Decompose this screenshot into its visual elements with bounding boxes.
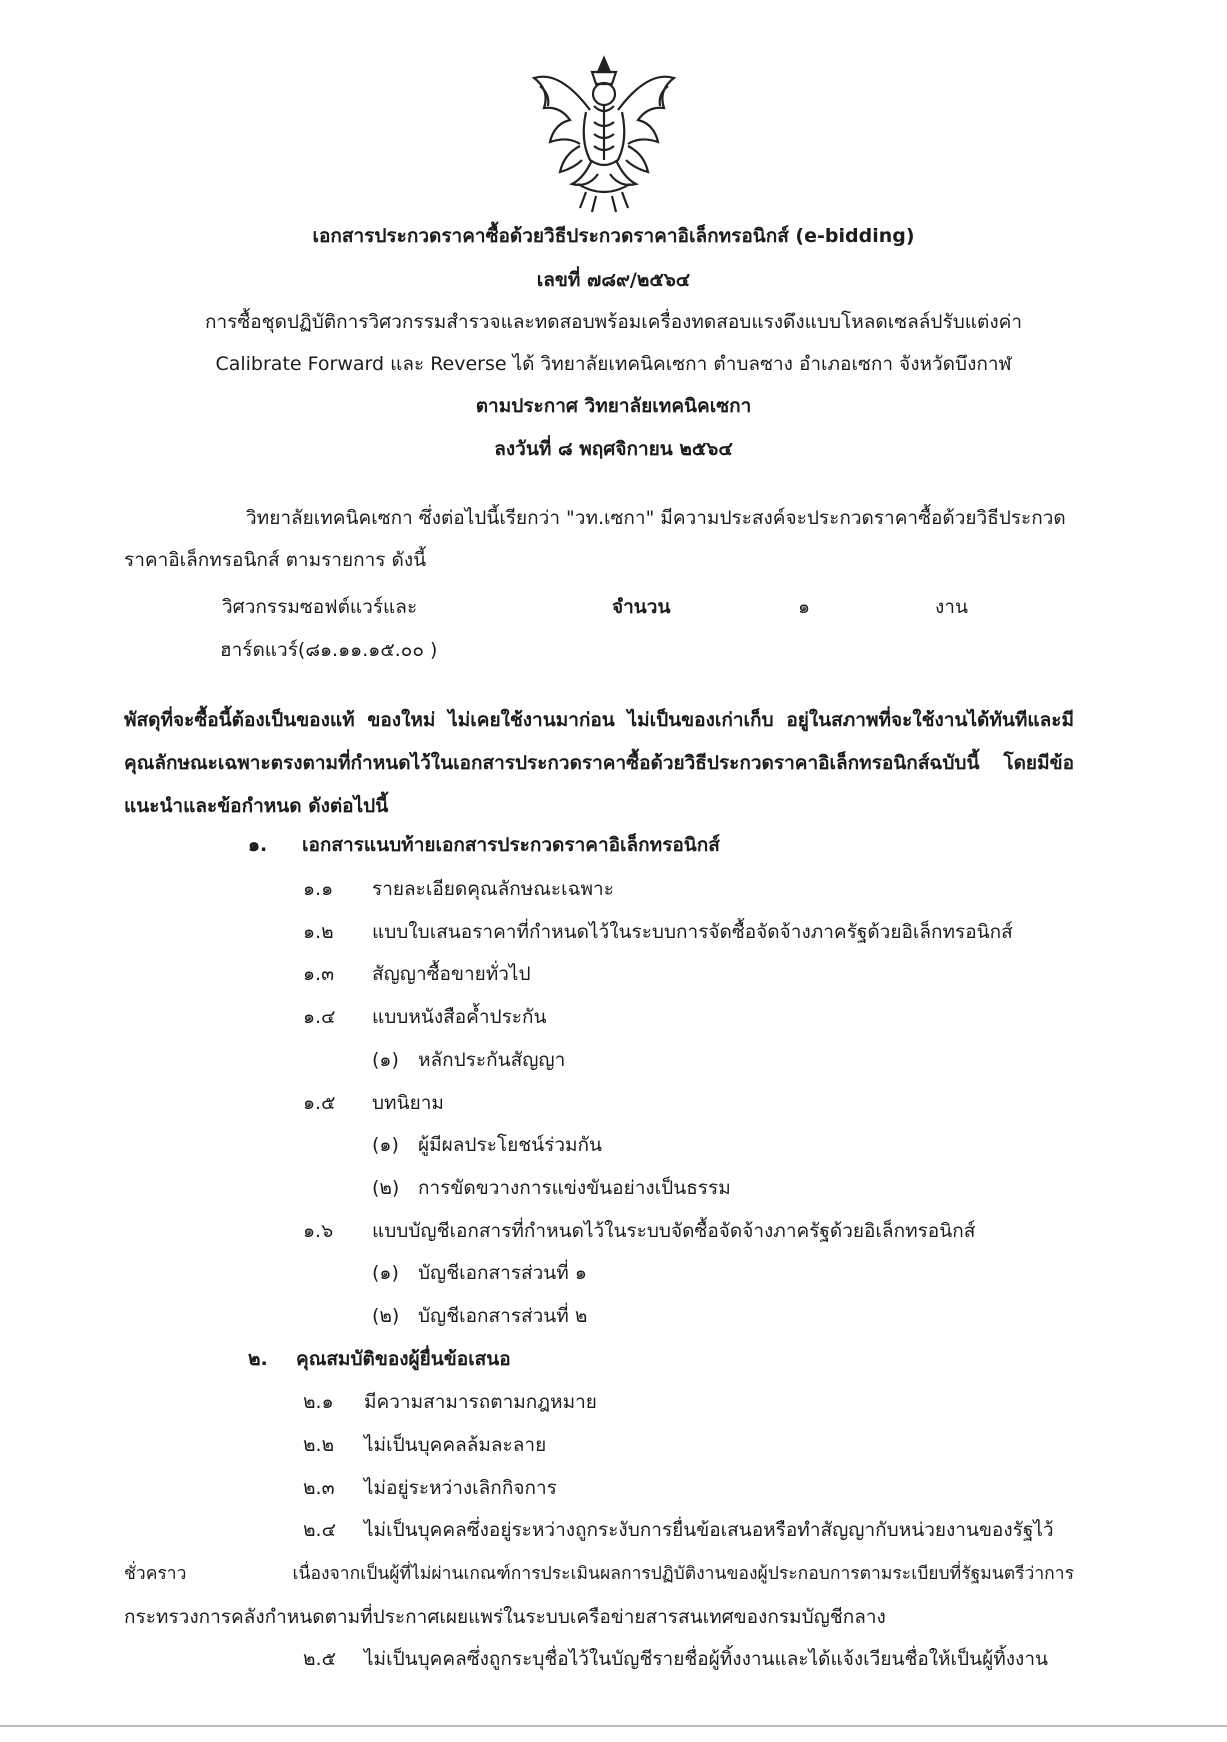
- item-2-5-number: ๒.๕: [303, 1648, 336, 1670]
- item-1-1-text: รายละเอียดคุณลักษณะเฉพาะ: [372, 878, 614, 900]
- subject-line-1: การซื้อชุดปฏิบัติการวิศวกรรมสำรวจและทดสอบพร้อมเครื่องทดสอบแรงดึงแบบโหลดเซลล์ปรับแต่งค่า: [204, 311, 1022, 333]
- item-2-4-continuation-1: ชั่วคราว เนื่องจากเป็นผู้ที่ไม่ผ่านเกณฑ์การประเมินผลการปฏิบัติงานของผู้ประกอบการตามระเบียบที่รัฐมนตรีว่าการ: [124, 1564, 1074, 1584]
- item-1-2-number: ๑.๒: [303, 921, 334, 943]
- requirements-line-3: แนะนำและข้อกำหนด ดังต่อไปนี้: [124, 795, 389, 817]
- item-quantity-label: จำนวน: [612, 596, 671, 618]
- sub-item-1-4-1-text: หลักประกันสัญญา: [418, 1049, 566, 1071]
- item-2-1-number: ๒.๑: [303, 1391, 334, 1413]
- item-2-3-number: ๒.๓: [303, 1477, 335, 1499]
- document-number: เลขที่ ๗๘๙/๒๕๖๔: [536, 269, 691, 291]
- item-2-4-number: ๒.๔: [303, 1519, 336, 1541]
- section-2-title: คุณสมบัติของผู้ยื่นข้อเสนอ: [296, 1348, 511, 1370]
- announcement-date: ลงวันที่ ๘ พฤศจิกายน ๒๕๖๔: [494, 438, 733, 460]
- page-bottom-edge: [0, 1725, 1227, 1727]
- subject-line-2: Calibrate Forward และ Reverse ได้ วิทยาลัยเทคนิคเซกา ตำบลซาง อำเภอเซกา จังหวัดบึงกาฬ: [215, 353, 1012, 375]
- item-2-3-text: ไม่อยู่ระหว่างเลิกกิจการ: [364, 1477, 557, 1499]
- sub-item-1-5-1-text: ผู้มีผลประโยชน์ร่วมกัน: [418, 1134, 603, 1156]
- sub-item-1-6-2-number: (๒): [372, 1305, 400, 1327]
- item-unit: งาน: [935, 596, 968, 618]
- section-1-number: ๑.: [248, 834, 268, 856]
- sub-item-1-6-1-number: (๑): [372, 1262, 399, 1284]
- intro-line-1: วิทยาลัยเทคนิคเซกา ซึ่งต่อไปนี้เรียกว่า "วท.เซกา" มีความประสงค์จะประกวดราคาซื้อด้วยวิธีประกวด: [246, 507, 1066, 529]
- sub-item-1-5-2-text: การขัดขวางการแข่งขันอย่างเป็นธรรม: [418, 1177, 731, 1199]
- item-2-2-number: ๒.๒: [303, 1434, 335, 1456]
- item-1-5-number: ๑.๕: [303, 1092, 336, 1114]
- item-1-4-number: ๑.๔: [303, 1006, 336, 1028]
- announcement-line: ตามประกาศ วิทยาลัยเทคนิคเซกา: [475, 395, 752, 417]
- item-2-5-text: ไม่เป็นบุคคลซึ่งถูกระบุชื่อไว้ในบัญชีรายชื่อผู้ทิ้งงานและได้แจ้งเวียนชื่อให้เป็นผู้ทิ้งงาน: [364, 1648, 1048, 1670]
- sub-item-1-5-1-number: (๑): [372, 1134, 399, 1156]
- item-2-2-text: ไม่เป็นบุคคลล้มละลาย: [364, 1434, 547, 1456]
- item-1-3-text: สัญญาซื้อขายทั่วไป: [372, 963, 531, 985]
- sub-item-1-5-2-number: (๒): [372, 1177, 400, 1199]
- requirements-line-2: คุณลักษณะเฉพาะตรงตามที่กำหนดไว้ในเอกสารประกวดราคาซื้อด้วยวิธีประกวดราคาอิเล็กทรอนิกส์ฉบับนี้ โดยมีข้อ: [124, 752, 1074, 774]
- item-quantity: ๑: [798, 596, 811, 618]
- section-2-number: ๒.: [248, 1348, 268, 1370]
- intro-line-2: ราคาอิเล็กทรอนิกส์ ตามรายการ ดังนี้: [124, 549, 427, 571]
- item-1-4-text: แบบหนังสือค้ำประกัน: [372, 1006, 547, 1028]
- item-2-4-text: ไม่เป็นบุคคลซึ่งอยู่ระหว่างถูกระงับการยื่นข้อเสนอหรือทำสัญญากับหน่วยงานของรัฐไว้: [364, 1519, 1054, 1541]
- document-title: เอกสารประกวดราคาซื้อด้วยวิธีประกวดราคาอิเล็กทรอนิกส์ (e-bidding): [312, 225, 915, 247]
- requirements-line-1: พัสดุที่จะซื้อนี้ต้องเป็นของแท้ ของใหม่ ไม่เคยใช้งานมาก่อน ไม่เป็นของเก่าเก็บ อยู่ในสภาพที่จะใช้งานได้ทันทีและมี: [124, 709, 1074, 731]
- item-1-5-text: บทนิยาม: [372, 1092, 444, 1114]
- item-1-1-number: ๑.๑: [303, 878, 334, 900]
- item-1-2-text: แบบใบเสนอราคาที่กำหนดไว้ในระบบการจัดซื้อจัดจ้างภาครัฐด้วยอิเล็กทรอนิกส์: [372, 921, 1013, 943]
- garuda-emblem-icon: [520, 50, 688, 218]
- sub-item-1-4-1-number: (๑): [372, 1049, 399, 1071]
- item-2-4-continuation-2: กระทรวงการคลังกำหนดตามที่ประกาศเผยแพร่ในระบบเครือข่ายสารสนเทศของกรมบัญชีกลาง: [124, 1606, 886, 1628]
- item-1-6-number: ๑.๖: [303, 1220, 334, 1242]
- sub-item-1-6-2-text: บัญชีเอกสารส่วนที่ ๒: [418, 1305, 588, 1327]
- item-name-line-1: วิศวกรรมซอฟต์แวร์และ: [222, 596, 418, 618]
- sub-item-1-6-1-text: บัญชีเอกสารส่วนที่ ๑: [418, 1262, 587, 1284]
- item-1-6-text: แบบบัญชีเอกสารที่กำหนดไว้ในระบบจัดซื้อจัดจ้างภาครัฐด้วยอิเล็กทรอนิกส์: [372, 1220, 976, 1242]
- item-1-3-number: ๑.๓: [303, 963, 335, 985]
- item-name-line-2: ฮาร์ดแวร์(๘๑.๑๑.๑๕.๐๐ ): [220, 639, 438, 661]
- item-2-1-text: มีความสามารถตามกฎหมาย: [364, 1391, 597, 1413]
- section-1-title: เอกสารแนบท้ายเอกสารประกวดราคาอิเล็กทรอนิกส์: [302, 834, 720, 856]
